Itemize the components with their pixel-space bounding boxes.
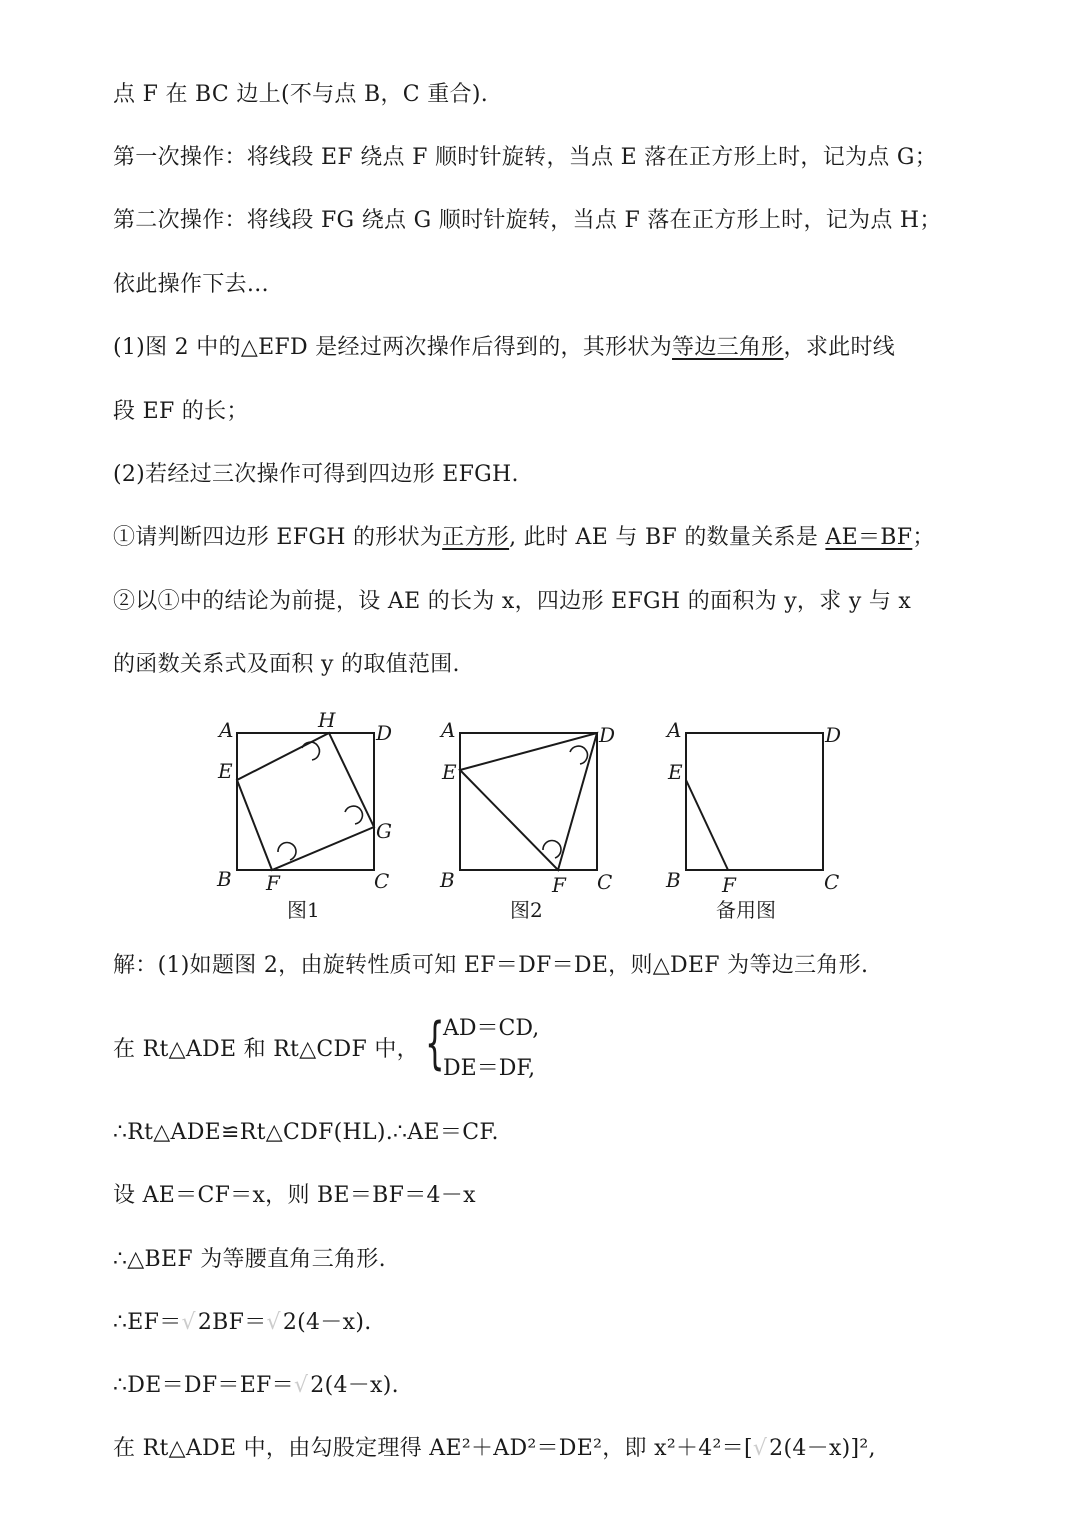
solution-line-6	[113, 1308, 372, 1338]
fig2-label-f: F	[552, 873, 566, 897]
fig2-label-b: B	[440, 868, 455, 892]
question-2-1-text-c: ；	[912, 525, 935, 550]
question-1-line-1	[113, 333, 895, 363]
fig2-label-d: D	[599, 723, 616, 747]
fig1-label-e: E	[218, 759, 233, 783]
solution-line-5: ∴△BEF 为等腰直角三角形.	[113, 1247, 386, 1272]
sqrt-icon-1: √	[181, 1310, 196, 1335]
fig1-label-f: F	[266, 871, 280, 895]
s8-part-b: 2(4－x)]²,	[769, 1436, 876, 1461]
s7-part-a: ∴DE＝DF＝EF＝	[113, 1373, 294, 1398]
question-2-part-2-line-1: ②以①中的结论为前提，设 AE 的长为 x，四边形 EFGH 的面积为 y，求 y 与 x	[113, 589, 912, 614]
question-2-1-text-a: ①请判断四边形 EFGH 的形状为	[113, 525, 443, 550]
fig2-rotation-arrow-icon-2	[543, 841, 561, 858]
problem-line-1: 点 F 在 BC 边上(不与点 B，C 重合).	[113, 82, 488, 107]
fig2-triangle-efd	[460, 733, 597, 870]
fig3-label-a: A	[667, 718, 682, 742]
question-1-line-2: 段 EF 的长；	[113, 399, 249, 424]
fig3-label-d: D	[825, 723, 842, 747]
fig1-square	[237, 733, 374, 870]
fig3-square	[686, 733, 823, 870]
sqrt-icon-3: √	[293, 1373, 309, 1398]
fig2-caption: 图2	[510, 898, 543, 922]
left-brace-icon: {	[425, 1011, 445, 1076]
fig3-label-e: E	[668, 760, 683, 784]
s6-part-a: ∴EF＝	[113, 1310, 182, 1335]
s7-part-b: 2(4－x).	[310, 1373, 399, 1398]
sqrt-icon-2: √	[266, 1310, 281, 1335]
fig1-rotation-arrow-icon-3	[278, 843, 296, 860]
figure-3	[686, 733, 823, 870]
fig3-segment-ef	[686, 780, 728, 870]
fig1-label-a: A	[219, 718, 234, 742]
fig3-label-c: C	[824, 870, 840, 894]
fig1-label-b: B	[217, 867, 232, 891]
problem-line-3: 第二次操作：将线段 FG 绕点 G 顺时针旋转，当点 F 落在正方形上时，记为点 H；	[113, 208, 942, 233]
problem-line-2: 第一次操作：将线段 EF 绕点 F 顺时针旋转，当点 E 落在正方形上时，记为点 G；	[113, 145, 938, 170]
brace-condition-1: AD＝CD,	[443, 1016, 540, 1041]
question-2-intro: (2)若经过三次操作可得到四边形 EFGH.	[113, 462, 519, 487]
question-1-answer: 等边三角形	[672, 335, 784, 360]
solution-line-7	[113, 1371, 399, 1401]
question-2-1-shape-answer: 正方形	[442, 525, 510, 550]
fig3-caption: 备用图	[716, 898, 776, 922]
fig2-label-c: C	[597, 870, 613, 894]
s8-part-a: 在 Rt△ADE 中，由勾股定理得 AE²＋AD²＝DE²，即 x²＋4²＝[	[113, 1436, 753, 1461]
s6-part-c: 2(4－x).	[282, 1310, 372, 1335]
fig1-rotation-arrow-icon-2	[345, 806, 362, 824]
question-1-text-a: (1)图 2 中的△EFD 是经过两次操作后得到的，其形状为	[113, 335, 673, 360]
solution-line-3: ∴Rt△ADE≌Rt△CDF(HL).∴AE＝CF.	[113, 1120, 499, 1145]
fig1-label-g: G	[376, 819, 392, 843]
fig3-label-f: F	[722, 873, 736, 897]
problem-line-4: 依此操作下去…	[113, 272, 270, 297]
solution-line-8	[113, 1434, 876, 1464]
figures-panel	[200, 700, 880, 930]
figure-1	[237, 733, 374, 870]
solution-line-4: 设 AE＝CF＝x，则 BE＝BF＝4－x	[113, 1183, 476, 1208]
fig2-rotation-arrow-icon-1	[570, 746, 587, 764]
question-2-part-1	[113, 523, 935, 553]
fig1-label-d: D	[376, 721, 393, 745]
question-1-text-b: ，求此时线	[783, 335, 896, 360]
fig1-rotation-arrow-icon-1	[302, 742, 319, 760]
question-2-part-2-line-2: 的函数关系式及面积 y 的取值范围.	[113, 652, 460, 677]
fig2-square	[460, 733, 597, 870]
fig1-caption: 图1	[287, 898, 320, 922]
fig2-label-e: E	[442, 760, 457, 784]
s6-part-b: 2BF＝	[197, 1310, 267, 1335]
fig3-label-b: B	[666, 868, 681, 892]
fig1-quadrilateral-efgh	[237, 733, 374, 870]
question-2-1-relation-answer: AE＝BF	[825, 525, 913, 550]
brace-condition-2: DE＝DF,	[443, 1056, 536, 1081]
fig1-label-c: C	[374, 869, 390, 893]
figure-2	[460, 733, 597, 870]
question-2-1-text-b: , 此时 AE 与 BF 的数量关系是	[509, 525, 826, 550]
solution-line-1: 解：(1)如题图 2，由旋转性质可知 EF＝DF＝DE，则△DEF 为等边三角形.	[113, 953, 869, 978]
fig1-label-h: H	[318, 708, 336, 732]
fig2-label-a: A	[441, 718, 456, 742]
sqrt-icon-4: √	[752, 1436, 768, 1461]
solution-line-2: 在 Rt△ADE 和 Rt△CDF 中，	[113, 1037, 419, 1062]
